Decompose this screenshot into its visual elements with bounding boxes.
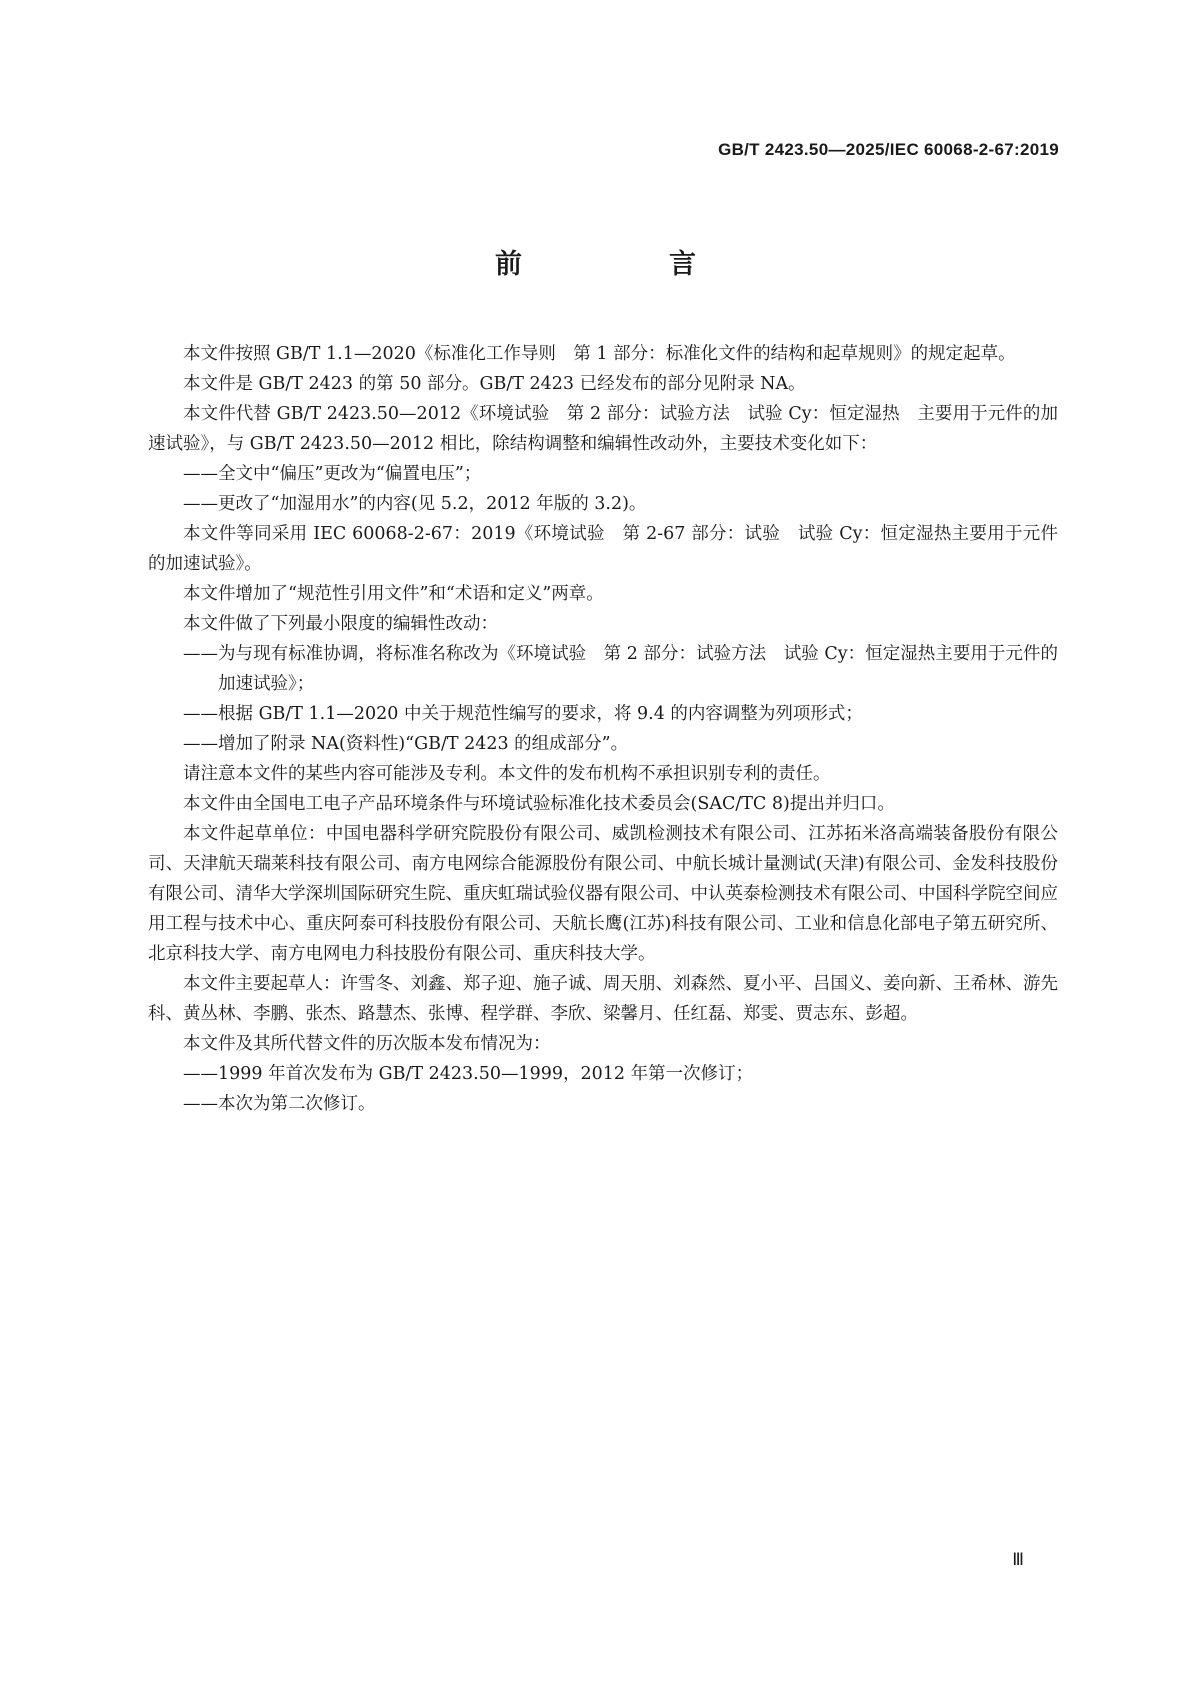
list-item: ——本次为第二次修订。 <box>183 1094 376 1114</box>
paragraph-added-chapters: 本文件增加了“规范性引用文件”和“术语和定义”两章。 <box>183 584 604 604</box>
paragraph-drafting-basis: 本文件按照 GB/T 1.1—2020《标准化工作导则 第 1 部分：标准化文件的结构和起草规则》的规定起草。 <box>183 344 1016 364</box>
list-item: ——根据 GB/T 1.1—2020 中关于规范性编写的要求，将 9.4 的内容调整为列项形式； <box>183 704 863 724</box>
page-title: 前 言 <box>495 249 756 280</box>
list-item: ——更改了“加湿用水”的内容(见 5.2，2012 年版的 3.2)。 <box>183 494 647 514</box>
list-item: ——为与现有标准协调，将标准名称改为《环境试验 第 2 部分：试验方法 试验 Cy：恒定湿热主要用于元件的加速试验》； <box>183 644 1058 694</box>
paragraph-drafters: 本文件主要起草人：许雪冬、刘鑫、郑子迎、施子诚、周天朋、刘森然、夏小平、吕国义、姜向新、王希林、游先科、黄丛林、李鹏、张杰、路慧杰、张博、程学群、李欣、梁馨月、任红磊、郑雯、贾志东、彭超。 <box>148 974 1058 1024</box>
paragraph-patent-notice: 请注意本文件的某些内容可能涉及专利。本文件的发布机构不承担识别专利的责任。 <box>183 764 831 784</box>
paragraph-editorial-changes: 本文件做了下列最小限度的编辑性改动： <box>183 614 498 634</box>
list-item: ——增加了附录 NA(资料性)“GB/T 2423 的组成部分”。 <box>183 734 629 754</box>
list-item: ——1999 年首次发布为 GB/T 2423.50—1999，2012 年第一次修订； <box>183 1064 754 1084</box>
paragraph-proposer: 本文件由全国电工电子产品环境条件与环境试验标准化技术委员会(SAC/TC 8)提出并归口。 <box>183 794 895 814</box>
paragraph-equivalent-adoption: 本文件等同采用 IEC 60068-2-67：2019《环境试验 第 2-67 部分：试验 试验 Cy：恒定湿热主要用于元件的加速试验》。 <box>148 524 1058 574</box>
document-id-header: GB/T 2423.50—2025/IEC 60068-2-67:2019 <box>718 140 1059 159</box>
paragraph-replaces: 本文件代替 GB/T 2423.50—2012《环境试验 第 2 部分：试验方法 试验 Cy：恒定湿热 主要用于元件的加速试验》，与 GB/T 2423.50—2012 相比，除结构调整和编辑性改动外，主要技术变化如下： <box>148 404 1058 454</box>
paragraph-part-number: 本文件是 GB/T 2423 的第 50 部分。GB/T 2423 已经发布的部分见附录 NA。 <box>183 374 806 394</box>
page-number: Ⅲ <box>1012 1550 1023 1569</box>
list-item: ——全文中“偏压”更改为“偏置电压”； <box>183 464 482 484</box>
paragraph-version-history: 本文件及其所代替文件的历次版本发布情况为： <box>183 1034 551 1054</box>
paragraph-drafting-organizations: 本文件起草单位：中国电器科学研究院股份有限公司、威凯检测技术有限公司、江苏拓米洛高端装备股份有限公司、天津航天瑞莱科技有限公司、南方电网综合能源股份有限公司、中航长城计量测试(天津)有限公司、金发科技股份有限公司、清华大学深圳国际研究生院、重庆虹瑞试验仪器有限公司、中认英泰检测技术有限公司、中国科学院空间应用工程与技术中心、重庆阿泰可科技股份有限公司、天航长鹰(江苏)科技有限公司、工业和信息化部电子第五研究所、北京科技大学、南方电网电力科技股份有限公司、重庆科技大学。 <box>148 824 1058 964</box>
foreword-body <box>148 339 1058 1119</box>
